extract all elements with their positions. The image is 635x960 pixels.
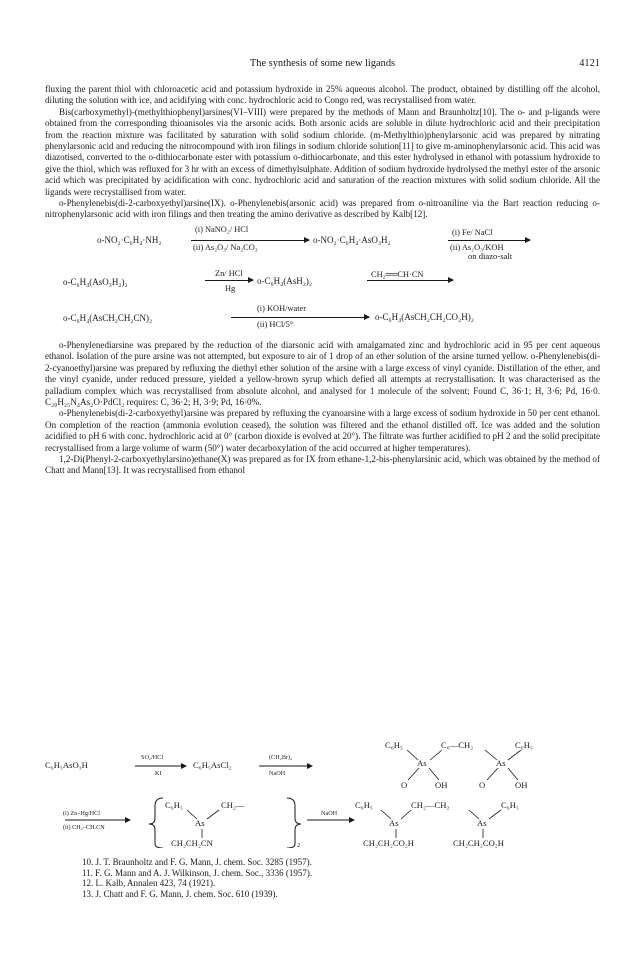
arsinic-o-2: O xyxy=(479,780,486,790)
final-chain-1: CH₂CH₂CO₂H xyxy=(363,838,415,848)
paragraph-3: o-Phenylenebis(di-2-carboxyethyl)arsine(IX). o-Phenylenebis(arsonic acid) was prepared from o-nitroaniline via the Bart reaction reducing o-nitrophenylarsonic acid with iron filings and then treating the amino derivative as described by Kalb[12]. xyxy=(45,198,600,220)
r1-cond-top: (i) NaNO₂/ HCl xyxy=(195,224,249,234)
final-c6h5-right: C₆H₅ xyxy=(501,800,519,810)
paragraph-2: Bis(carboxymethyl)-(methylthiophenyl)arsines(VI–VIII) were prepared by the methods of Mann and Braunholtz[10]. The o- and p-ligands were obtained from the corresponding thioanisoles via the arsonic acids. Both arsonic acids are soluble in dilute hydrochloric acid and their precipitation from the reaction mixture was facilitated by saturation with solid sodium chloride. (m-Methylthio)phenylarsonic acid was prepared by nitrating phenylarsonic acid and reducing the nitrocompound with iron filings in sodium chloride solution[11] to give m-aminophenylarsonic acid. This acid was diazotised, converted to the o-dithiocarbonate ester with potassium o-dithiocarbonate, and this ester hydrolysed in ethanol with potassium hydroxide to give the thiol, which was refluxed for 3 hr with an excess of dimethylsulphate. Addition of sodium hydroxide hydrolysed the methyl ester of the arsonic acid which was precipitated by acidification with conc. hydrochloric acid and saturation of the reaction mixtures with solid sodium chloride. All the ligands were recrystallised from water. xyxy=(45,106,600,197)
scheme-start: C₆H₅AsO₃H xyxy=(45,760,88,770)
r2-arrow-2 xyxy=(367,280,453,281)
r1-reactant: o-NO₂·C₆H₄·NH₂ xyxy=(97,234,162,245)
arsinic-top-left: C₆H₅ xyxy=(385,740,403,750)
reference-11: 11. F. G. Mann and A. J. Wilkinson, J. chem. Soc., 3336 (1957). xyxy=(82,867,313,878)
arsinic-as-1: As xyxy=(417,758,427,768)
reference-13: 13. J. Chatt and F. G. Mann, J. chem. Soc. 610 (1939). xyxy=(82,888,278,899)
r2-product: o-C₆H₄(AsH₂)₂ xyxy=(257,275,313,286)
r2-reactant: o-C₆H₄(AsO₃H₂)₂ xyxy=(63,276,128,287)
paragraph-4: o-Phenylenediarsine was prepared by the reduction of the diarsonic acid with amalgamated zinc and hydrochloric acid in 95 per cent aqueous ethanol. Isolation of the pure arsine was not attempted, but exposure to air of 1 drop of an ether solution of the arsine turned yellow. o-Phenylenebis(di-2-cyanoethyl)arsine was prepared by refluxing the diethyl ether solution of the arsine with a large excess of vinyl cyanide. Distillation of the ether, and the vinyl cyanide, under reduced pressure, yielded a yellow-brown syrup which defied all attempts at recrystallisation. It was characterised as the palladium complex which was recrystallised from absolute alcohol, and analysed for 1 molecule of the solvent; Found C, 36·1; H, 3·6; Pd, 16·0. C₂₀H₂₅N₄As₂O·PdCl₂ requires: C, 36·2; H, 3·9; Pd, 16·0%. xyxy=(45,339,600,407)
r3-cond-top: (i) KOH/water xyxy=(257,303,307,313)
final-ch2-ch2: CH₂—CH₂ xyxy=(411,800,450,810)
paragraph-6: 1,2-Di(Phenyl-2-carboxyethylarsino)ethane(X) was prepared as for IX from ethane-1,2-bis-phenylarsinic acid, which was obtained by the method of Chatt and Mann[13]. It was recrystallised from ethanol xyxy=(45,453,600,476)
synthesis-scheme xyxy=(45,740,600,848)
arsinic-top-mid: C₆—CH₂ xyxy=(441,740,474,750)
reaction-1 xyxy=(45,224,600,261)
reaction-3 xyxy=(45,302,600,334)
bracket-as: As xyxy=(195,818,205,828)
r3-product: o-C₆H₄(AsCH₂CH₂CO₂H)₂ xyxy=(375,311,474,322)
arsinic-oh-1: OH xyxy=(435,780,448,790)
final-chain-2: CH₂CH₂CO₂H xyxy=(453,838,505,848)
arsinic-as-2: As xyxy=(496,758,506,768)
arsinic-o-1: O xyxy=(401,780,408,790)
r3-reactant: o-C₆H₄(AsCH₂CH₂CN)₂ xyxy=(63,312,153,323)
scheme-arrow2-bottom: NaOH xyxy=(269,770,286,777)
scheme-arrow4-top: NaOH xyxy=(321,810,338,817)
bracket-c6h5: C₆H₅ xyxy=(165,800,183,810)
final-as-2: As xyxy=(477,818,487,828)
reference-10: 10. J. T. Braunholtz and F. G. Mann, J. chem. Soc. 3285 (1957). xyxy=(82,857,312,867)
running-header xyxy=(45,58,600,72)
r2-cond-top: Zn/ HCl xyxy=(215,268,243,278)
scheme-arrow2-top: (CH₂Br)₂ xyxy=(269,754,293,761)
article-body xyxy=(45,84,600,477)
scheme-intermediate: C₆H₅AsCl₂ xyxy=(193,760,232,770)
reference-12: 12. L. Kalb, Annalen 423, 74 (1921). xyxy=(82,878,216,889)
r1-cond-bottom: (ii) As₂O₃/ Na₂CO₃ xyxy=(193,242,258,252)
running-title: The synthesis of some new ligands xyxy=(249,58,396,69)
r2-cond2-top: CH₂══CH·CN xyxy=(371,269,424,279)
final-as-1: As xyxy=(389,818,399,828)
r1-arrow xyxy=(191,240,309,241)
r3-arrow xyxy=(231,317,369,318)
r2-arrow xyxy=(205,280,253,281)
final-c6h5-left: C₆H₅ xyxy=(355,800,373,810)
r1-cond2-top: (i) Fe/ NaCl xyxy=(452,227,493,237)
page-number: 4121 xyxy=(579,58,600,69)
arsinic-oh-2: OH xyxy=(515,780,528,790)
r1-arrow-2 xyxy=(448,240,530,241)
scheme-arrow1-top: SO₂/HCl xyxy=(141,754,164,761)
r2-cond-bottom: Hg xyxy=(225,283,236,293)
scheme-bonds xyxy=(45,740,600,848)
scheme-arrow1-bottom: KI xyxy=(155,770,162,777)
r1-note: on diazo-salt xyxy=(468,250,513,261)
paragraph-5: o-Phenylenebis(di-2-carboxyethyl)arsine was prepared by refluxing the cyanoarsine with a large excess of sodium hydroxide in 50 per cent ethanol. On completion of the reaction (ammonia evolution ceased), the solution was filtered and the ethanol distilled off. Ice was added and the solution acidified to pH 6 with conc. hydrochloric acid at 0° (carbon dioxide is evolved at 20°). The filtrate was further acidified to pH 2 and the solid precipitate recrystallised from a large volume of warm (50°) water decarboxylation of the acid occurred at higher temperatures). xyxy=(45,408,600,453)
r1-product: o-NO₂·C₆H₄·AsO₃H₂ xyxy=(313,234,391,245)
r1-cond2-bottom: (ii) As₂O₃/KOH xyxy=(450,242,504,252)
reaction-2 xyxy=(45,266,600,300)
r3-cond-bottom: (ii) HCl/5° xyxy=(257,319,294,329)
bracket-subscript: 2 xyxy=(297,842,301,849)
scheme-arrow3-top: (i) Zn–Hg/HCl xyxy=(63,810,100,817)
scheme-arrow3-bottom: (ii) CH₂–CH.CN xyxy=(63,824,105,831)
bracket-chain: CH₂CH₂CN xyxy=(171,838,213,848)
references xyxy=(82,857,602,899)
bracket-ch2: CH₂— xyxy=(221,800,245,810)
paragraph-1: fluxing the parent thiol with chloroacetic acid and potassium hydroxide in 25% aqueous alcohol. The product, obtained by distilling off the alcohol, diluting the solution with ice, and acidifying with conc. hydrochloric acid to Congo red, was recrystallised from water. xyxy=(45,84,600,106)
arsinic-top-right: C₆H₅ xyxy=(515,740,533,750)
